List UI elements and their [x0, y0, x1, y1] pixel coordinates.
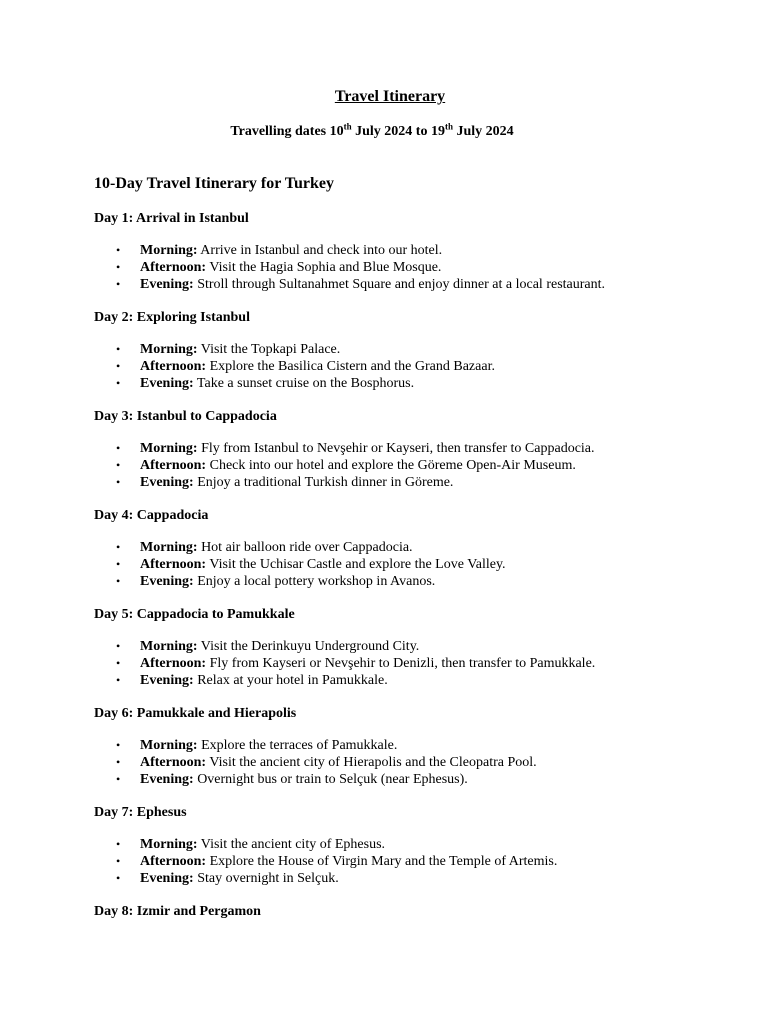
activity-text: Enjoy a traditional Turkish dinner in Göreme.	[193, 475, 454, 490]
day-activity-list	[94, 638, 734, 689]
list-item	[94, 573, 734, 590]
time-of-day-label: Morning:	[140, 738, 198, 753]
day-activity-list	[94, 539, 734, 590]
activity-text: Fly from Istanbul to Nevşehir or Kayseri, then transfer to Cappadocia.	[197, 441, 595, 456]
bullet-icon: •	[116, 871, 121, 885]
bullet-icon: •	[116, 243, 121, 257]
day-title: Day 3: Istanbul to Cappadocia	[94, 409, 277, 424]
time-of-day-label: Morning:	[140, 243, 198, 258]
list-item	[94, 655, 734, 672]
time-of-day-label: Morning:	[140, 540, 198, 555]
dates-middle: July 2024 to 19	[351, 124, 445, 139]
bullet-icon: •	[116, 837, 121, 851]
bullet-icon: •	[116, 574, 121, 588]
bullet-icon: •	[116, 277, 121, 291]
time-of-day-label: Evening:	[140, 673, 194, 688]
list-item	[94, 276, 734, 293]
activity-text: Take a sunset cruise on the Bosphorus.	[193, 376, 415, 391]
bullet-icon: •	[116, 854, 121, 868]
activity-text: Overnight bus or train to Selçuk (near Ephesus).	[193, 772, 468, 787]
time-of-day-label: Morning:	[140, 837, 198, 852]
activity-text: Relax at your hotel in Pamukkale.	[193, 673, 388, 688]
dates-suffix: July 2024	[452, 124, 514, 139]
list-item	[94, 672, 734, 689]
day-section	[94, 309, 734, 392]
bullet-icon: •	[116, 540, 121, 554]
day-section	[94, 507, 734, 590]
day-title: Day 6: Pamukkale and Hierapolis	[94, 706, 297, 721]
activity-text: Enjoy a local pottery workshop in Avanos.	[193, 574, 436, 589]
day-title: Day 4: Cappadocia	[94, 508, 209, 523]
activity-text: Arrive in Istanbul and check into our hotel.	[197, 243, 443, 258]
day-title: Day 1: Arrival in Istanbul	[94, 211, 249, 226]
time-of-day-label: Evening:	[140, 475, 194, 490]
list-item	[94, 638, 734, 655]
bullet-icon: •	[116, 673, 121, 687]
day-section	[94, 210, 734, 293]
list-item	[94, 474, 734, 491]
time-of-day-label: Evening:	[140, 574, 194, 589]
activity-text: Check into our hotel and explore the Göreme Open-Air Museum.	[206, 458, 576, 473]
activity-text: Stroll through Sultanahmet Square and enjoy dinner at a local restaurant.	[193, 277, 606, 292]
activity-text: Visit the Derinkuyu Underground City.	[197, 639, 420, 654]
dates-sup-1: th	[343, 121, 352, 132]
list-item	[94, 853, 734, 870]
time-of-day-label: Evening:	[140, 772, 194, 787]
list-item	[94, 836, 734, 853]
dates-prefix: Travelling dates 10	[230, 124, 344, 139]
list-item	[94, 556, 734, 573]
day-activity-list	[94, 341, 734, 392]
activity-text: Explore the Basilica Cistern and the Grand Bazaar.	[206, 359, 495, 374]
time-of-day-label: Morning:	[140, 441, 198, 456]
time-of-day-label: Afternoon:	[140, 557, 207, 572]
activity-text: Hot air balloon ride over Cappadocia.	[197, 540, 413, 555]
list-item	[94, 341, 734, 358]
time-of-day-label: Evening:	[140, 871, 194, 886]
day-activity-list	[94, 737, 734, 788]
bullet-icon: •	[116, 656, 121, 670]
day-title: Day 7: Ephesus	[94, 805, 187, 820]
bullet-icon: •	[116, 639, 121, 653]
list-item	[94, 754, 734, 771]
activity-text: Visit the ancient city of Ephesus.	[197, 837, 386, 852]
bullet-icon: •	[116, 342, 121, 356]
itinerary-heading: 10-Day Travel Itinerary for Turkey	[94, 175, 334, 192]
day-title: Day 8: Izmir and Pergamon	[94, 904, 261, 919]
bullet-icon: •	[116, 260, 121, 274]
time-of-day-label: Afternoon:	[140, 359, 207, 374]
bullet-icon: •	[116, 359, 121, 373]
dates-sup-2: th	[444, 121, 453, 132]
day-title: Day 5: Cappadocia to Pamukkale	[94, 607, 295, 622]
list-item	[94, 358, 734, 375]
day-section	[94, 408, 734, 491]
list-item	[94, 440, 734, 457]
activity-text: Visit the Topkapi Palace.	[197, 342, 341, 357]
activity-text: Explore the House of Virgin Mary and the Temple of Artemis.	[206, 854, 558, 869]
day-activity-list	[94, 440, 734, 491]
day-activity-list	[94, 836, 734, 887]
day-section	[94, 705, 734, 788]
bullet-icon: •	[116, 557, 121, 571]
time-of-day-label: Afternoon:	[140, 755, 207, 770]
list-item	[94, 870, 734, 887]
activity-text: Fly from Kayseri or Nevşehir to Denizli, then transfer to Pamukkale.	[206, 656, 596, 671]
time-of-day-label: Afternoon:	[140, 458, 207, 473]
time-of-day-label: Evening:	[140, 277, 194, 292]
day-activity-list	[94, 242, 734, 293]
list-item	[94, 259, 734, 276]
activity-text: Stay overnight in Selçuk.	[193, 871, 339, 886]
document-title: Travel Itinerary	[334, 88, 446, 105]
list-item	[94, 539, 734, 556]
list-item	[94, 457, 734, 474]
activity-text: Visit the Hagia Sophia and Blue Mosque.	[206, 260, 442, 275]
time-of-day-label: Morning:	[140, 639, 198, 654]
bullet-icon: •	[116, 475, 121, 489]
bullet-icon: •	[116, 738, 121, 752]
time-of-day-label: Morning:	[140, 342, 198, 357]
day-section	[94, 903, 734, 920]
time-of-day-label: Evening:	[140, 376, 194, 391]
bullet-icon: •	[116, 755, 121, 769]
day-title: Day 2: Exploring Istanbul	[94, 310, 250, 325]
list-item	[94, 375, 734, 392]
activity-text: Explore the terraces of Pamukkale.	[197, 738, 398, 753]
bullet-icon: •	[116, 376, 121, 390]
travel-dates	[0, 121, 744, 140]
time-of-day-label: Afternoon:	[140, 656, 207, 671]
day-section	[94, 606, 734, 689]
bullet-icon: •	[116, 772, 121, 786]
activity-text: Visit the Uchisar Castle and explore the Love Valley.	[206, 557, 506, 572]
list-item	[94, 242, 734, 259]
days-list	[94, 210, 734, 936]
list-item	[94, 737, 734, 754]
bullet-icon: •	[116, 441, 121, 455]
activity-text: Visit the ancient city of Hierapolis and the Cleopatra Pool.	[206, 755, 537, 770]
list-item	[94, 771, 734, 788]
bullet-icon: •	[116, 458, 121, 472]
day-section	[94, 804, 734, 887]
time-of-day-label: Afternoon:	[140, 260, 207, 275]
time-of-day-label: Afternoon:	[140, 854, 207, 869]
